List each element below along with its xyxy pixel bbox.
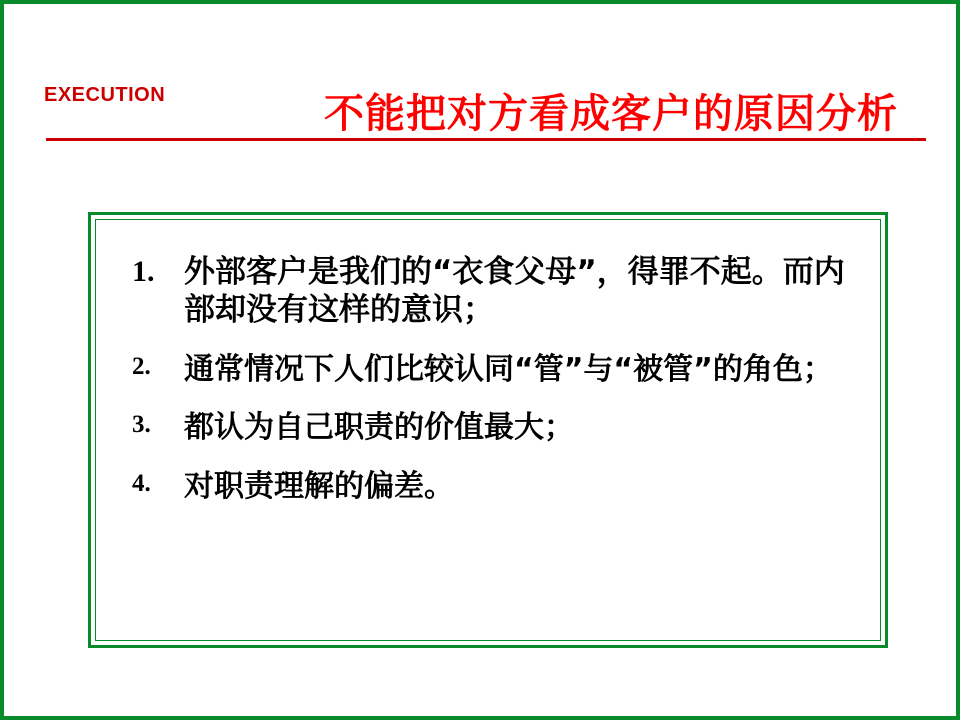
title-underline: [46, 138, 926, 141]
list-item-number: 4.: [132, 469, 151, 497]
content-box: [88, 212, 888, 648]
list-item: [122, 469, 854, 506]
slide-header: [4, 4, 956, 154]
list-item-number: 1.: [132, 255, 155, 288]
bullet-list: [122, 254, 854, 505]
list-item-text: 都认为自己职责的价值最大；: [184, 410, 574, 446]
page-title: 不能把对方看成客户的原因分析: [324, 91, 898, 137]
list-item-number: 2.: [132, 352, 151, 380]
list-item: [122, 352, 854, 389]
list-item-text: 通常情况下人们比较认同“管”与“被管”的角色；: [184, 351, 833, 387]
list-item-number: 3.: [132, 411, 151, 439]
list-item-text: 外部客户是我们的“衣食父母”，得罪不起。而内部却没有这样的意识；: [184, 254, 845, 328]
content-box-inner: [95, 219, 881, 641]
list-item-text: 对职责理解的偏差。: [184, 468, 454, 504]
list-item: [122, 254, 854, 330]
kicker-label: EXECUTION: [44, 84, 166, 106]
list-item: [122, 410, 854, 447]
